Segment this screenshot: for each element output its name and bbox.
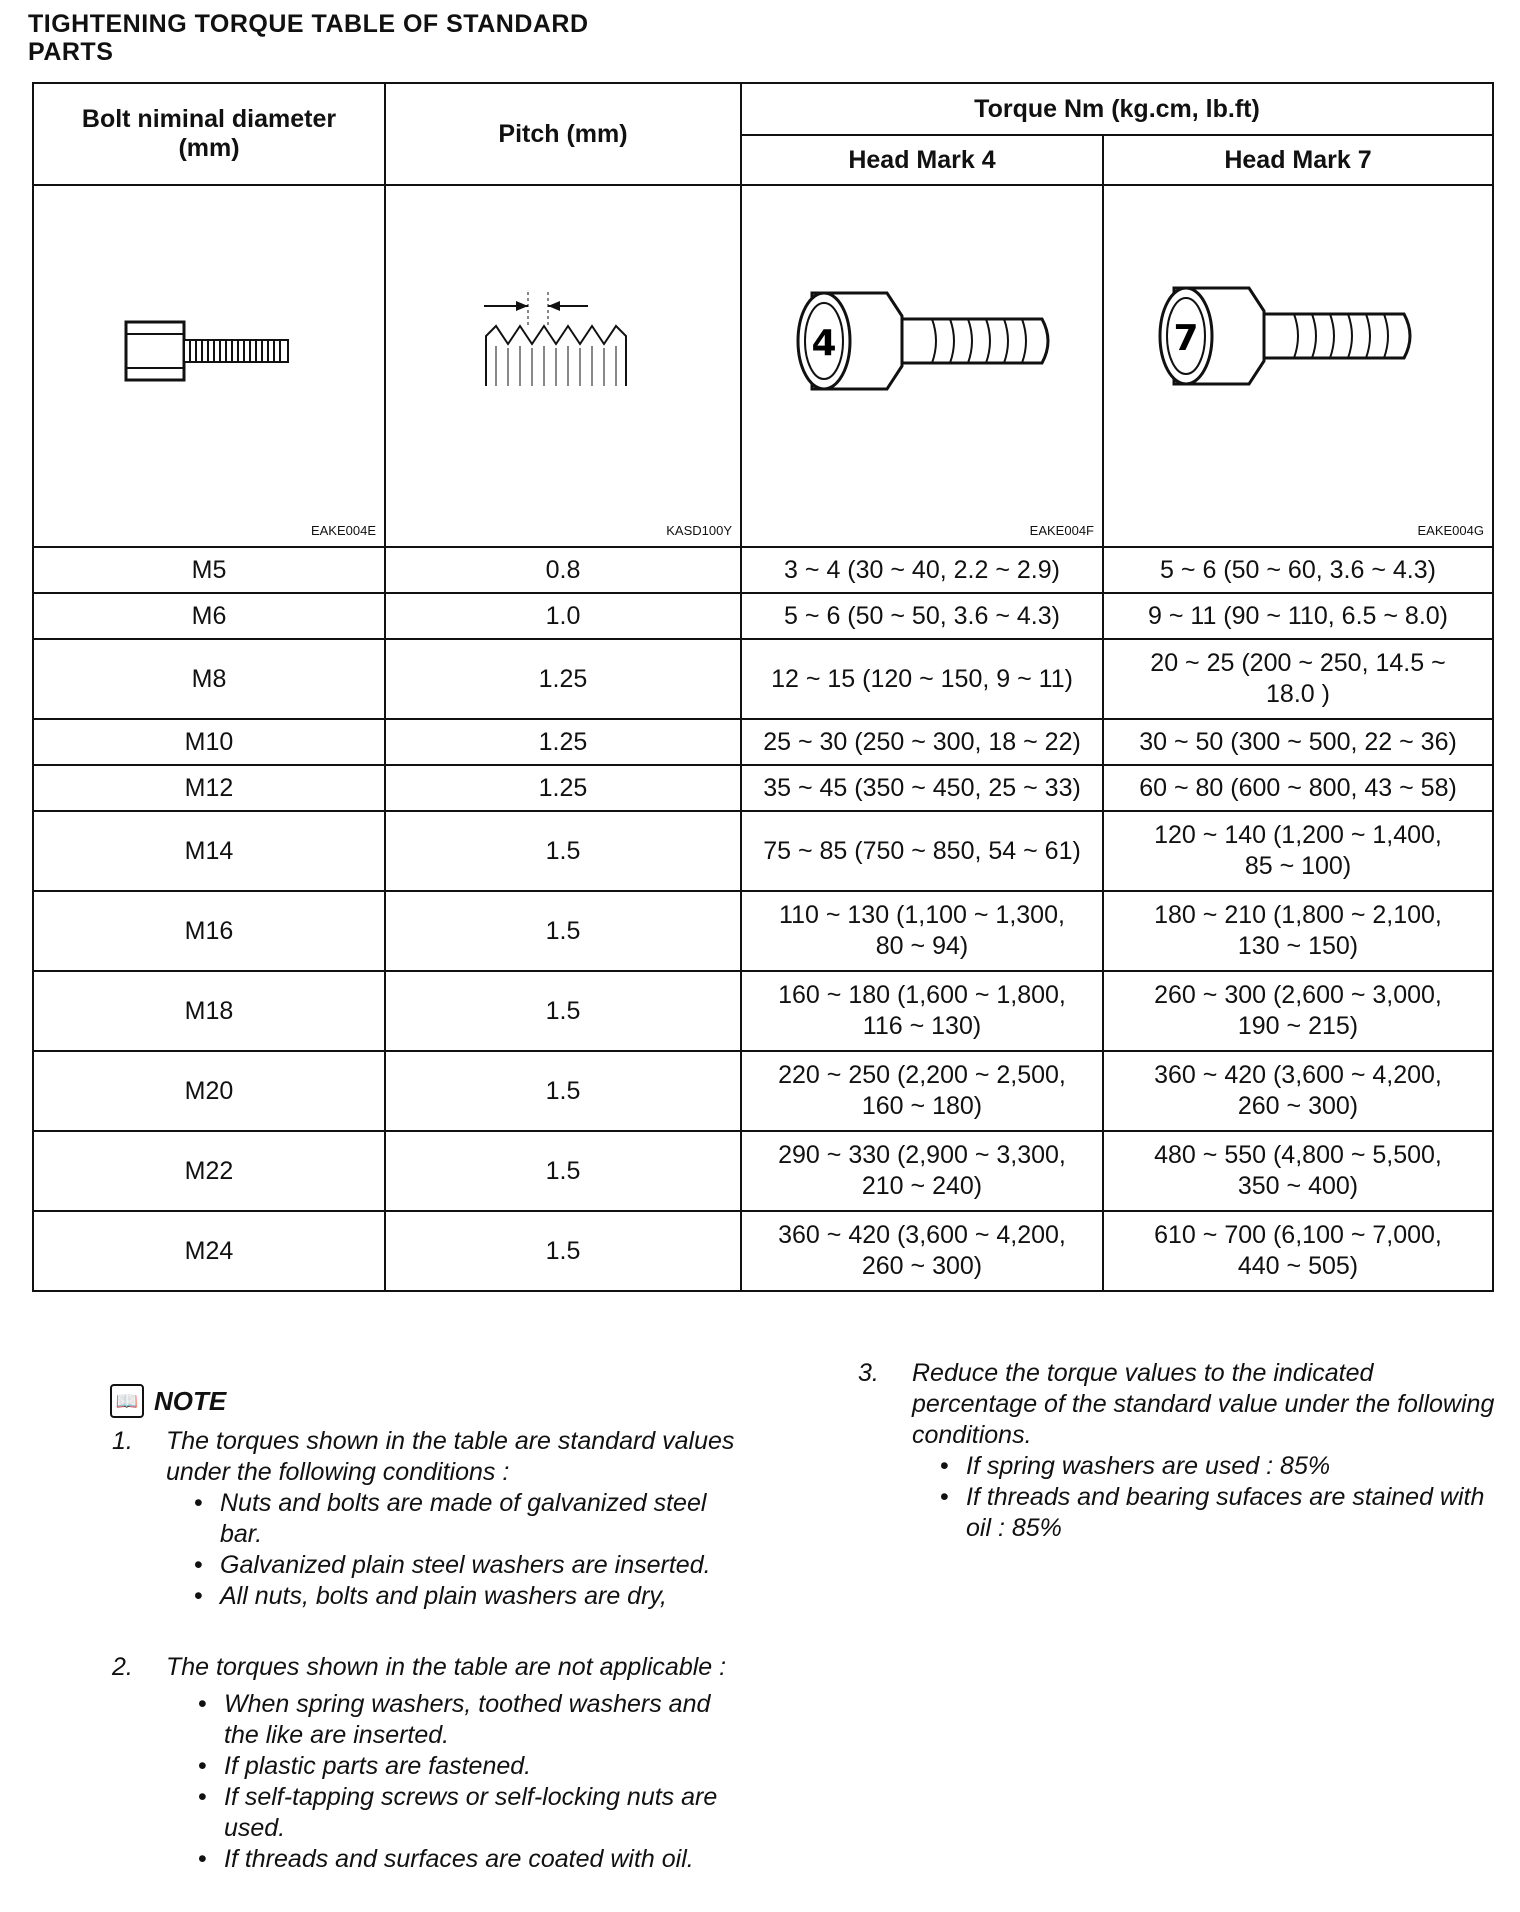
row-mark4: 35 ~ 45 (350 ~ 450, 25 ~ 33) xyxy=(741,765,1103,811)
table-row xyxy=(33,1211,1493,1291)
row-size: M8 xyxy=(33,639,385,719)
table-row xyxy=(33,765,1493,811)
row-mark4: 3 ~ 4 (30 ~ 40, 2.2 ~ 2.9) xyxy=(741,547,1103,593)
row-mark7: 5 ~ 6 (50 ~ 60, 3.6 ~ 4.3) xyxy=(1103,547,1493,593)
row-mark7: 60 ~ 80 (600 ~ 800, 43 ~ 58) xyxy=(1103,765,1493,811)
table-row xyxy=(33,971,1493,1051)
book-icon: 📖 xyxy=(110,1384,144,1418)
row-mark4: 5 ~ 6 (50 ~ 50, 3.6 ~ 4.3) xyxy=(741,593,1103,639)
row-mark7: 360 ~ 420 (3,600 ~ 4,200, 260 ~ 300) xyxy=(1103,1051,1493,1131)
row-mark4: 75 ~ 85 (750 ~ 850, 54 ~ 61) xyxy=(741,811,1103,891)
table-row xyxy=(33,547,1493,593)
bolt-drawing xyxy=(124,316,294,386)
table-row xyxy=(33,891,1493,971)
note-item-1-number: 1. xyxy=(112,1427,133,1455)
row-size: M16 xyxy=(33,891,385,971)
table-row xyxy=(33,1051,1493,1131)
list-item: • If self-tapping screws or self-locking nuts are used. xyxy=(198,1782,752,1844)
torque-table xyxy=(32,82,1494,1292)
row-size: M14 xyxy=(33,811,385,891)
row-mark4: 25 ~ 30 (250 ~ 300, 18 ~ 22) xyxy=(741,719,1103,765)
note-item-1 xyxy=(112,1426,752,1612)
image-code-diameter: EAKE004E xyxy=(310,523,376,538)
note-item-2 xyxy=(112,1652,752,1875)
row-mark7: 120 ~ 140 (1,200 ~ 1,400, 85 ~ 100) xyxy=(1103,811,1493,891)
head-mark-4-text: 4 xyxy=(811,323,837,364)
table-row xyxy=(33,1131,1493,1211)
row-pitch: 1.5 xyxy=(385,1211,741,1291)
row-size: M22 xyxy=(33,1131,385,1211)
row-mark4: 360 ~ 420 (3,600 ~ 4,200, 260 ~ 300) xyxy=(741,1211,1103,1291)
row-size: M6 xyxy=(33,593,385,639)
head-mark-4-illustration xyxy=(741,185,1103,547)
note-heading xyxy=(110,1384,226,1418)
list-item: • If spring washers are used : 85% xyxy=(940,1451,1498,1482)
list-item: • When spring washers, toothed washers and the like are inserted. xyxy=(198,1689,752,1751)
image-code-mark4: EAKE004F xyxy=(1029,523,1094,538)
row-pitch: 1.25 xyxy=(385,765,741,811)
title-line-2: PARTS xyxy=(28,38,114,66)
list-item: • If threads and surfaces are coated with oil. xyxy=(198,1844,752,1875)
header-head-mark-4: Head Mark 4 xyxy=(741,135,1103,185)
note-item-2-number: 2. xyxy=(112,1653,133,1681)
row-mark4: 290 ~ 330 (2,900 ~ 3,300, 210 ~ 240) xyxy=(741,1131,1103,1211)
note-item-3-text: Reduce the torque values to the indicated percentage of the standard value under the following conditions. xyxy=(912,1359,1495,1449)
row-mark4: 110 ~ 130 (1,100 ~ 1,300, 80 ~ 94) xyxy=(741,891,1103,971)
image-code-mark7: EAKE004G xyxy=(1417,523,1484,538)
row-mark7: 480 ~ 550 (4,800 ~ 5,500, 350 ~ 400) xyxy=(1103,1131,1493,1211)
row-mark4: 12 ~ 15 (120 ~ 150, 9 ~ 11) xyxy=(741,639,1103,719)
list-item: • Nuts and bolts are made of galvanized steel bar. xyxy=(194,1488,752,1550)
pitch-illustration xyxy=(385,185,741,547)
head-mark-7-illustration xyxy=(1103,185,1493,547)
header-torque: Torque Nm (kg.cm, lb.ft) xyxy=(741,83,1493,135)
list-item: • If threads and bearing sufaces are stained with oil : 85% xyxy=(940,1482,1498,1544)
row-pitch: 1.0 xyxy=(385,593,741,639)
bolt-diameter-illustration xyxy=(33,185,385,547)
row-mark7: 20 ~ 25 (200 ~ 250, 14.5 ~ 18.0 ) xyxy=(1103,639,1493,719)
row-pitch: 0.8 xyxy=(385,547,741,593)
row-mark7: 9 ~ 11 (90 ~ 110, 6.5 ~ 8.0) xyxy=(1103,593,1493,639)
list-item: • Galvanized plain steel washers are inserted. xyxy=(194,1550,752,1581)
list-item: • If plastic parts are fastened. xyxy=(198,1751,752,1782)
note-item-2-text: The torques shown in the table are not applicable : xyxy=(166,1653,727,1681)
row-size: M18 xyxy=(33,971,385,1051)
row-size: M5 xyxy=(33,547,385,593)
row-size: M24 xyxy=(33,1211,385,1291)
page-title xyxy=(28,10,589,66)
row-pitch: 1.5 xyxy=(385,971,741,1051)
thread-pitch-drawing xyxy=(476,286,656,396)
row-size: M20 xyxy=(33,1051,385,1131)
row-size: M10 xyxy=(33,719,385,765)
table-row xyxy=(33,811,1493,891)
image-code-pitch: KASD100Y xyxy=(666,523,732,538)
row-pitch: 1.25 xyxy=(385,719,741,765)
row-mark7: 610 ~ 700 (6,100 ~ 7,000, 440 ~ 505) xyxy=(1103,1211,1493,1291)
note-item-3 xyxy=(858,1358,1498,1544)
note-item-1-text: The torques shown in the table are standard values under the following conditions : xyxy=(166,1427,735,1486)
row-mark4: 220 ~ 250 (2,200 ~ 2,500, 160 ~ 180) xyxy=(741,1051,1103,1131)
header-head-mark-7: Head Mark 7 xyxy=(1103,135,1493,185)
head-mark-7-text: 7 xyxy=(1173,318,1199,359)
table-row xyxy=(33,719,1493,765)
bolt-head-mark-4-drawing xyxy=(792,281,1062,401)
row-pitch: 1.5 xyxy=(385,1051,741,1131)
row-mark4: 160 ~ 180 (1,600 ~ 1,800, 116 ~ 130) xyxy=(741,971,1103,1051)
title-line-1: TIGHTENING TORQUE TABLE OF STANDARD xyxy=(28,10,589,38)
header-diameter: Bolt niminal diameter (mm) xyxy=(33,83,385,185)
note-heading-text: NOTE xyxy=(154,1385,227,1416)
note-item-3-number: 3. xyxy=(858,1359,879,1387)
row-pitch: 1.25 xyxy=(385,639,741,719)
row-mark7: 30 ~ 50 (300 ~ 500, 22 ~ 36) xyxy=(1103,719,1493,765)
bolt-head-mark-7-drawing xyxy=(1154,276,1424,396)
row-pitch: 1.5 xyxy=(385,891,741,971)
header-pitch: Pitch (mm) xyxy=(385,83,741,185)
row-mark7: 260 ~ 300 (2,600 ~ 3,000, 190 ~ 215) xyxy=(1103,971,1493,1051)
table-row xyxy=(33,593,1493,639)
row-mark7: 180 ~ 210 (1,800 ~ 2,100, 130 ~ 150) xyxy=(1103,891,1493,971)
row-size: M12 xyxy=(33,765,385,811)
row-pitch: 1.5 xyxy=(385,1131,741,1211)
list-item: • All nuts, bolts and plain washers are dry, xyxy=(194,1581,752,1612)
table-row xyxy=(33,639,1493,719)
row-pitch: 1.5 xyxy=(385,811,741,891)
